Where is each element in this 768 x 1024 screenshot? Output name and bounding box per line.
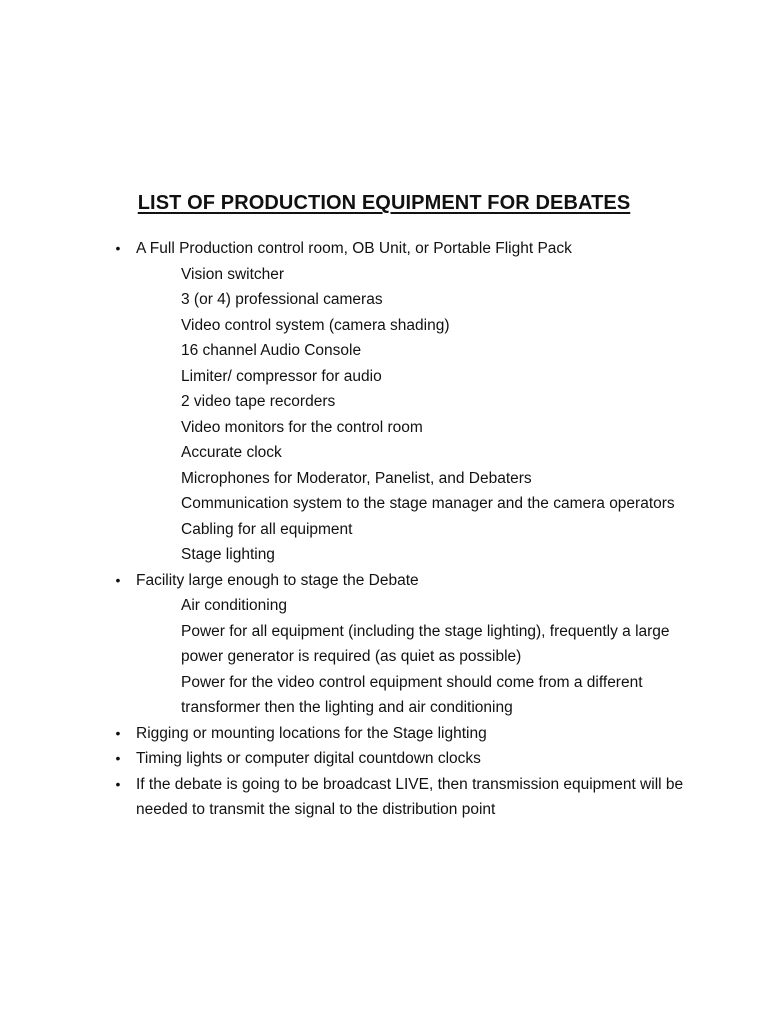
list-item: [112, 236, 712, 262]
bullet-icon: •: [115, 571, 121, 588]
list-item: [112, 568, 712, 594]
list-item: [112, 772, 712, 823]
list-item-text: A Full Production control room, OB Unit, or Portable Flight Pack: [136, 240, 572, 257]
bullet-icon: •: [115, 240, 121, 256]
list-item: [112, 746, 712, 772]
sub-list-item: 2 video tape recorders: [181, 393, 336, 410]
list-item-text: Timing lights or computer digital countdown clocks: [136, 750, 481, 767]
bullet-icon: •: [115, 775, 121, 792]
sub-list-item: Vision switcher: [181, 265, 285, 283]
sub-list-item: Accurate clock: [181, 444, 282, 461]
bullet-icon: •: [115, 750, 121, 766]
sub-list-item: Video monitors for the control room: [181, 418, 423, 436]
equipment-list: [112, 236, 712, 823]
sub-list-item: 3 (or 4) professional cameras: [181, 291, 383, 308]
sub-list-item: Video control system (camera shading): [181, 316, 450, 334]
page-title: LIST OF PRODUCTION EQUIPMENT FOR DEBATES: [137, 192, 631, 214]
sub-list-item: Microphones for Moderator, Panelist, and Debaters: [181, 469, 532, 487]
sub-list-item: Power for the video control equipment should come from a different transformer then the lighting and air conditioning: [181, 673, 643, 716]
sub-list-item: 16 channel Audio Console: [181, 342, 362, 359]
sub-list-item: Stage lighting: [181, 546, 275, 563]
list-item: [112, 721, 712, 747]
sub-list-item: Communication system to the stage manager and the camera operators: [181, 495, 675, 512]
list-item-text: Facility large enough to stage the Debate: [136, 571, 419, 589]
bullet-icon: •: [115, 724, 121, 741]
sub-list-item: Power for all equipment (including the stage lighting), frequently a large power generator is required (as quiet as possible): [181, 622, 670, 665]
sub-list-item: Air conditioning: [181, 597, 287, 614]
list-item-text: Rigging or mounting locations for the Stage lighting: [136, 724, 487, 742]
sub-list-item: Limiter/ compressor for audio: [181, 367, 382, 385]
sub-list-item: Cabling for all equipment: [181, 520, 353, 538]
list-item-text: If the debate is going to be broadcast LIVE, then transmission equipment will be needed to transmit the signal to the distribution point: [136, 775, 684, 818]
